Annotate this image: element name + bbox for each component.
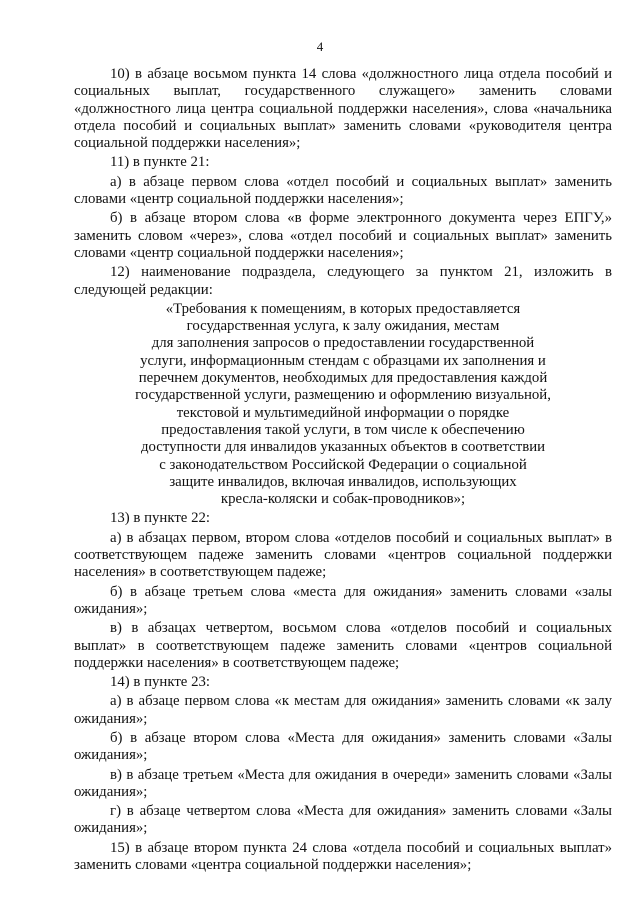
paragraph-item-11a: а) в абзаце первом слова «отдел пособий и социальных выплат» заменить словами «центр социальной поддержки населения»;	[74, 173, 612, 208]
document-body	[74, 66, 612, 876]
paragraph-item-14a: а) в абзаце первом слова «к местам для ожидания» заменить словами «к залу ожидания»;	[74, 693, 612, 727]
heading-line: государственной услуги, размещению и оформлению визуальной,	[135, 387, 551, 404]
paragraph-item-13: 13) в пункте 22:	[110, 510, 210, 527]
heading-line: услуги, информационным стендам с образцами их заполнения и	[140, 352, 546, 369]
paragraph-item-13v: в) в абзацах четвертом, восьмом слова «отделов пособий и социальных выплат» в соответствующем падеже заменить словами «центров социальной поддержки населения» в соответствующем падеже;	[74, 620, 612, 671]
page-number: 4	[316, 39, 324, 54]
paragraph-item-13b: б) в абзаце третьем слова «места для ожидания» заменить словами «залы ожидания»;	[74, 583, 612, 617]
paragraph-item-11b: б) в абзаце втором слова «в форме электронного документа через ЕПГУ,» заменить словом «через», слова «отдел пособий и социальных выплат» заменить словами «центр социальной поддержки населения»;	[74, 210, 612, 261]
heading-line: предоставления такой услуги, в том числе к обеспечению	[161, 421, 525, 438]
paragraph-item-11: 11) в пункте 21:	[110, 154, 210, 171]
paragraph-item-14g: г) в абзаце четвертом слова «Места для ожидания» заменить словами «Залы ожидания»;	[74, 803, 612, 837]
heading-line: для заполнения запросов о предоставлении государственной	[151, 335, 535, 352]
paragraph-item-14v: в) в абзаце третьем «Места для ожидания в очереди» заменить словами «Залы ожидания»;	[74, 766, 612, 800]
paragraph-item-12: 12) наименование подраздела, следующего за пунктом 21, изложить в следующей редакции:	[74, 264, 612, 298]
heading-line: кресла-коляски и собак-проводников»;	[220, 491, 466, 508]
paragraph-item-14: 14) в пункте 23:	[110, 674, 210, 691]
paragraph-item-14b: б) в абзаце втором слова «Места для ожидания» заменить словами «Залы ожидания»;	[74, 729, 612, 764]
heading-line: доступности для инвалидов указанных объектов в соответствии	[140, 439, 546, 456]
heading-line: «Требования к помещениям, в которых предоставляется	[165, 300, 521, 317]
paragraph-item-15: 15) в абзаце втором пункта 24 слова «отдела пособий и социальных выплат» заменить словами «центра социальной поддержки населения»;	[74, 839, 612, 874]
paragraph-item-13a: а) в абзацах первом, втором слова «отделов пособий и социальных выплат» в соответствующем падеже заменить словами «центров социальной поддержки населения» в соответствующем падеже;	[74, 529, 612, 581]
quoted-subsection-heading	[74, 301, 612, 509]
paragraph-item-10: 10) в абзаце восьмом пункта 14 слова «должностного лица отдела пособий и социальных выплат, государственного служащего» заменить словами «должностного лица центра социальной поддержки населения», слова «начальника отдела пособий и социальных выплат» заменить словами «руководителя центра социальной поддержки населения»;	[74, 66, 612, 152]
heading-line: защите инвалидов, включая инвалидов, использующих	[169, 473, 517, 490]
heading-line: с законодательством Российской Федерации о социальной	[159, 456, 527, 473]
heading-line: перечнем документов, необходимых для предоставления каждой	[138, 370, 548, 387]
heading-line: государственная услуга, к залу ожидания, местам	[186, 318, 500, 335]
heading-line: текстовой и мультимедийной информации о порядке	[176, 404, 510, 421]
